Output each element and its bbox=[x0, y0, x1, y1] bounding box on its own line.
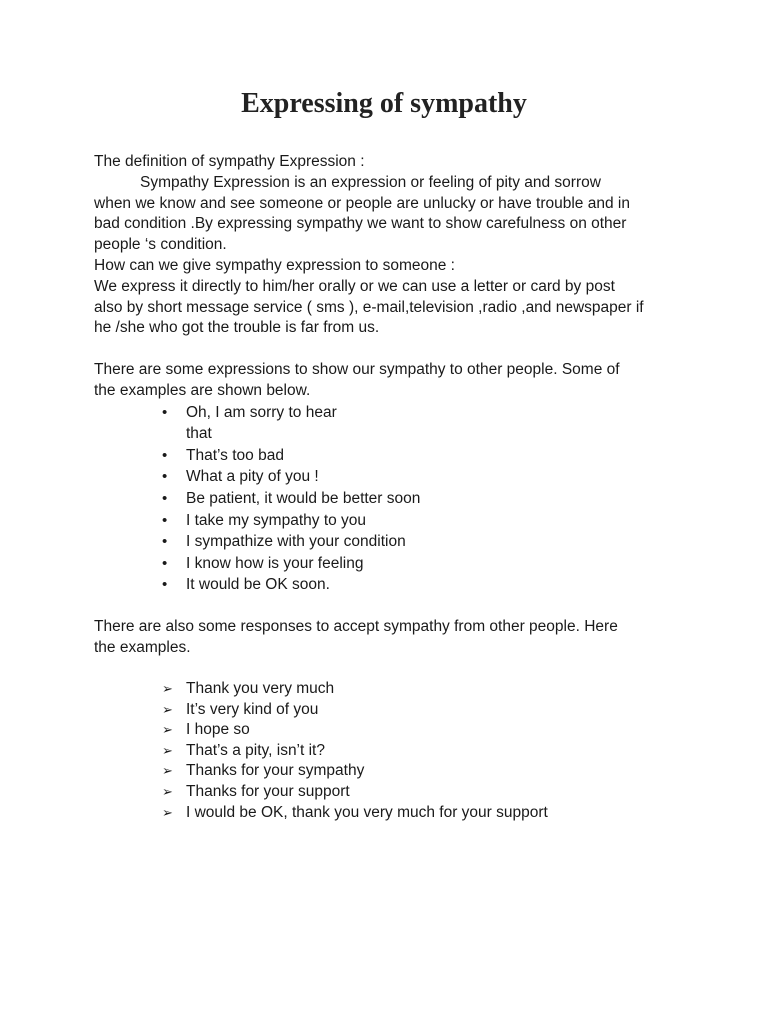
how-line: We express it directly to him/her orally or we can use a letter or card by post bbox=[94, 277, 615, 295]
bullet-dot-icon: • bbox=[162, 468, 168, 486]
list-item: • That’s too bad bbox=[94, 445, 694, 467]
list-item: • Be patient, it would be better soon bbox=[94, 488, 694, 510]
definition-line: when we know and see someone or people are unlucky or have trouble and in bbox=[94, 194, 630, 212]
expressions-intro-line: There are some expressions to show our sympathy to other people. Some of bbox=[94, 360, 620, 378]
arrow-bullet-icon: ➢ bbox=[162, 681, 173, 697]
bullet-dot-icon: • bbox=[162, 403, 168, 421]
list-item: • It would be OK soon. bbox=[94, 574, 694, 596]
list-item: ➢ Thank you very much bbox=[94, 679, 694, 700]
list-item: ➢ It’s very kind of you bbox=[94, 700, 694, 721]
list-item: • I sympathize with your condition bbox=[94, 531, 694, 553]
list-item: ➢ Thanks for your support bbox=[94, 782, 694, 803]
bullet-dot-icon: • bbox=[162, 576, 168, 594]
arrow-bullet-icon: ➢ bbox=[162, 763, 173, 779]
definition-heading: The definition of sympathy Expression : bbox=[94, 153, 365, 170]
bullet-dot-icon: • bbox=[162, 446, 168, 464]
bullet-dot-icon: • bbox=[162, 554, 168, 572]
expressions-intro-line: the examples are shown below. bbox=[94, 381, 311, 399]
list-item: • What a pity of you ! bbox=[94, 466, 694, 488]
responses-intro-line: the examples. bbox=[94, 638, 191, 656]
list-item: ➢ I hope so bbox=[94, 720, 694, 741]
arrow-bullet-icon: ➢ bbox=[162, 742, 173, 758]
definition-line: people ‘s condition. bbox=[94, 236, 227, 254]
bullet-dot-icon: • bbox=[162, 533, 168, 551]
definition-line: Sympathy Expression is an expression or feeling of pity and sorrow bbox=[140, 173, 601, 191]
how-heading: How can we give sympathy expression to someone : bbox=[94, 256, 455, 274]
list-item: • I know how is your feeling bbox=[94, 553, 694, 575]
arrow-bullet-icon: ➢ bbox=[162, 784, 173, 800]
responses-list bbox=[94, 679, 694, 823]
arrow-bullet-icon: ➢ bbox=[162, 722, 173, 738]
how-line: he /she who got the trouble is far from us. bbox=[94, 319, 380, 337]
list-item: ➢ I would be OK, thank you very much for your support bbox=[94, 803, 694, 824]
document-title: Expressing of sympathy bbox=[241, 88, 527, 119]
bullet-dot-icon: • bbox=[162, 511, 168, 529]
document-body bbox=[94, 152, 694, 823]
list-item: ➢ Thanks for your sympathy bbox=[94, 761, 694, 782]
bullet-dot-icon: • bbox=[162, 489, 168, 507]
list-item: • Oh, I am sorry to hear that bbox=[162, 403, 337, 443]
definition-line: bad condition .By expressing sympathy we want to show carefulness on other bbox=[94, 215, 627, 233]
list-item: • I take my sympathy to you bbox=[94, 510, 694, 532]
arrow-bullet-icon: ➢ bbox=[162, 701, 173, 717]
list-item: ➢ That’s a pity, isn’t it? bbox=[94, 741, 694, 762]
expressions-list bbox=[94, 402, 694, 596]
how-line: also by short message service ( sms ), e-mail,television ,radio ,and newspaper if bbox=[94, 298, 644, 316]
responses-intro-line: There are also some responses to accept sympathy from other people. Here bbox=[94, 617, 618, 635]
arrow-bullet-icon: ➢ bbox=[162, 804, 173, 820]
